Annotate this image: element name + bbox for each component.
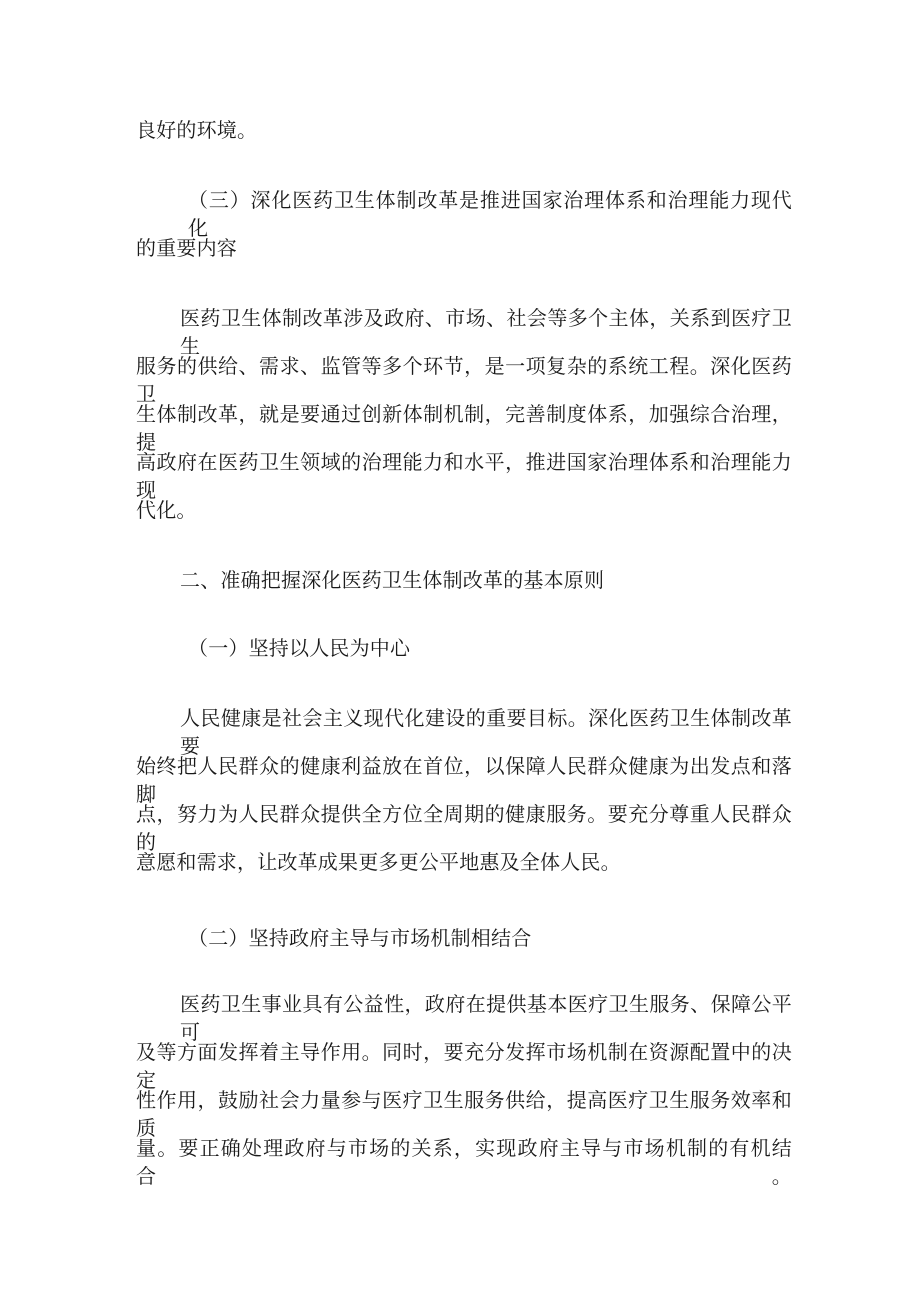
subheading-2-2: （二）坚持政府主导与市场机制相结合 (188, 926, 532, 950)
subheading-3-line-1: （三）深化医药卫生体制改革是推进国家治理体系和治理能力现代化 (188, 188, 792, 240)
paragraph-2-line-4: 意愿和需求，让改革成果更多更公平地惠及全体人民。 (136, 850, 621, 874)
subheading-3-line-2: 的重要内容 (136, 236, 237, 260)
section-heading-2: 二、准确把握深化医药卫生体制改革的基本原则 (180, 568, 605, 592)
paragraph-1-line-2: 服务的供给、需求、监管等多个环节，是一项复杂的系统工程。深化医药卫 (136, 354, 792, 406)
paragraph-2-line-3: 点，努力为人民群众提供全方位全周期的健康服务。要充分尊重人民群众的 (136, 802, 792, 854)
paragraph-3-line-4: 量。要正确处理政府与市场的关系，实现政府主导与市场机制的有机结合。 (136, 1136, 792, 1188)
paragraph-3-line-3: 性作用，鼓励社会力量参与医疗卫生服务供给，提高医疗卫生服务效率和质 (136, 1088, 792, 1140)
paragraph-2-line-1: 人民健康是社会主义现代化建设的重要目标。深化医药卫生体制改革要 (180, 706, 792, 758)
paragraph-1-line-5: 代化。 (136, 498, 197, 522)
paragraph-3-line-1: 医药卫生事业具有公益性，政府在提供基本医疗卫生服务、保障公平可 (180, 992, 792, 1044)
paragraph-continuation: 良好的环境。 (136, 118, 258, 142)
paragraph-3-line-2: 及等方面发挥着主导作用。同时，要充分发挥市场机制在资源配置中的决定 (136, 1040, 792, 1092)
paragraph-2-line-2: 始终把人民群众的健康利益放在首位，以保障人民群众健康为出发点和落脚 (136, 754, 792, 806)
subheading-2-1: （一）坚持以人民为中心 (188, 636, 411, 660)
paragraph-1-line-3: 生体制改革，就是要通过创新体制机制，完善制度体系，加强综合治理，提 (136, 402, 792, 454)
paragraph-1-line-4: 高政府在医药卫生领域的治理能力和水平，推进国家治理体系和治理能力现 (136, 450, 792, 502)
paragraph-1-line-1: 医药卫生体制改革涉及政府、市场、社会等多个主体，关系到医疗卫生 (180, 306, 792, 358)
